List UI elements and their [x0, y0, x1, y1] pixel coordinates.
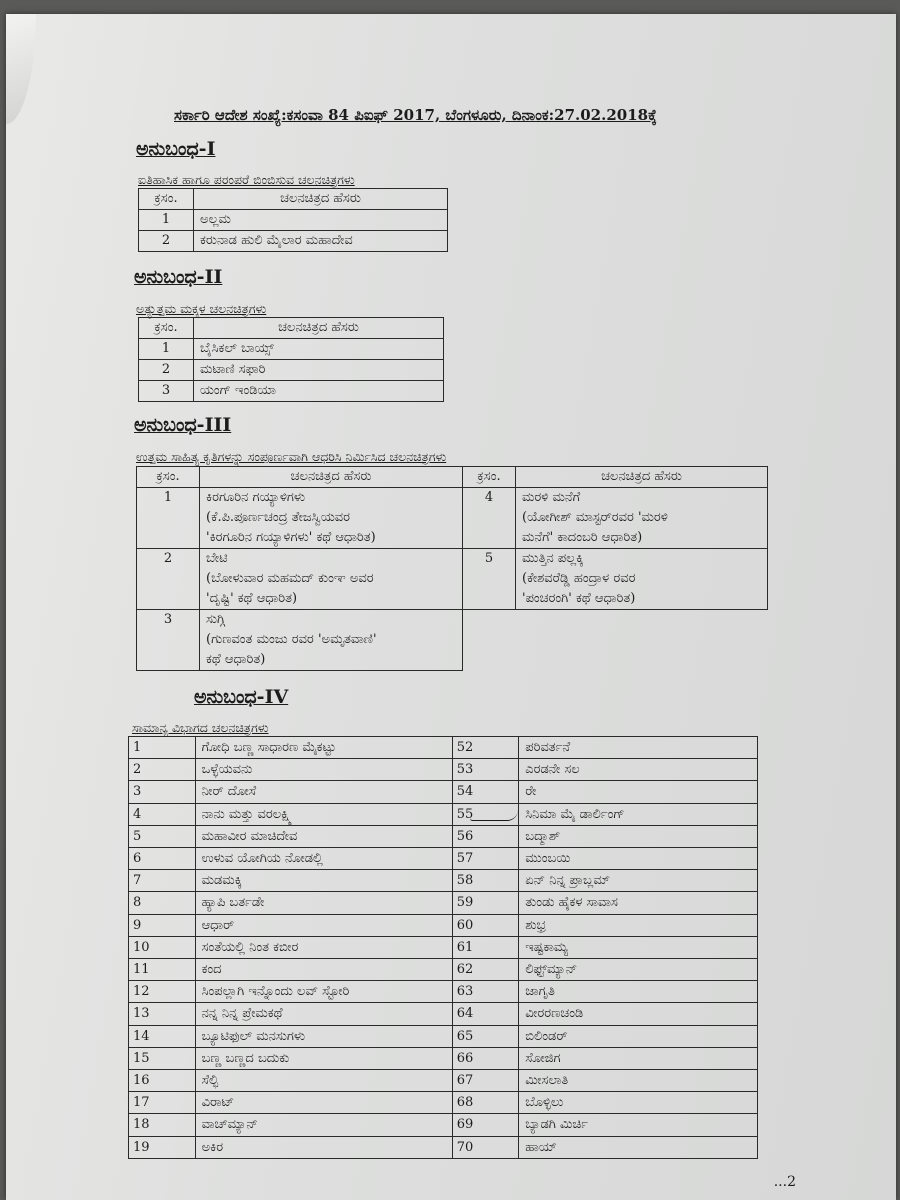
film-name: ಮೀಸಲಾತಿ [519, 1070, 758, 1092]
table-row [139, 339, 444, 360]
annex3-table [136, 466, 768, 671]
row-number: 11 [129, 959, 196, 981]
annex4-table [128, 736, 758, 1159]
col-name-header-2: ಚಲನಚಿತ್ರದ ಹೆಸರು [516, 467, 768, 488]
table-row [129, 914, 758, 936]
row-number: 4 [129, 803, 196, 825]
table-row [129, 759, 758, 781]
film-name: ಏನ್ ನಿನ್ನ ಪ್ರಾಬ್ಲಮ್ [519, 870, 758, 892]
table-row [139, 231, 448, 252]
row-number: 67 [452, 1070, 519, 1092]
film-name: ಬದ್ಮಾಶ್ [519, 825, 758, 847]
film-source: (ಯೋಗೀಶ್ ಮಾಸ್ಟರ್‌ರವರ 'ಮರಳಿ [522, 510, 668, 525]
film-name: ನನ್ನ ನಿನ್ನ ಪ್ರೇಮಕಥೆ [195, 1003, 452, 1025]
row-number: 58 [452, 870, 519, 892]
table-row [129, 1047, 758, 1069]
film-source: ಕಥೆ ಆಧಾರಿತ) [206, 652, 266, 667]
film-entry [516, 549, 768, 610]
table-header-row [139, 189, 448, 210]
table-row [129, 848, 758, 870]
row-number: 53 [452, 759, 519, 781]
table-row [139, 360, 444, 381]
row-number: 16 [129, 1070, 196, 1092]
film-name: ಕಿರಗೂರಿನ ಗಯ್ಯಾಳಿಗಳು [206, 490, 306, 505]
row-number: 63 [452, 981, 519, 1003]
row-number: 57 [452, 848, 519, 870]
film-source: 'ದೃಷ್ಟಿ' ಕಥೆ ಆಧಾರಿತ) [206, 591, 298, 606]
table-row [137, 610, 768, 671]
row-number: 7 [129, 870, 196, 892]
film-name: ತುಂಡು ಹೈಕಳ ಸಾವಾಸ [519, 892, 758, 914]
film-name: ಸಿಂಪಲ್ಲಾಗಿ ಇನ್ನೊಂದು ಲವ್ ಸ್ಟೋರಿ [195, 981, 452, 1003]
empty-cell [516, 610, 768, 671]
row-number: 65 [452, 1025, 519, 1047]
film-entry [200, 610, 463, 671]
row-number: 62 [452, 959, 519, 981]
col-no-header-2: ಕ್ರಸಂ. [463, 467, 516, 488]
film-name: ಬಿಲಿಂಡರ್ [519, 1025, 758, 1047]
film-name: ಮಹಾವೀರ ಮಾಚಿದೇವ [195, 825, 452, 847]
page-number: ...2 [773, 1174, 796, 1190]
film-name: ವಾಚ್‌ಮ್ಯಾನ್ [195, 1114, 452, 1136]
film-name: ಕರುನಾಡ ಹುಲಿ ಮೈಲಾರ ಮಹಾದೇವ [194, 231, 448, 252]
film-source: (ಕೇಶವರೆಡ್ಡಿ ಹಂದ್ರಾಳ ರವರ [522, 571, 636, 586]
film-name: ಸೋಜಿಗ [519, 1047, 758, 1069]
col-name-header: ಚಲನಚಿತ್ರದ ಹೆಸರು [194, 189, 448, 210]
row-number: 66 [452, 1047, 519, 1069]
row-number: 64 [452, 1003, 519, 1025]
row-number: 54 [452, 781, 519, 803]
row-number: 1 [139, 339, 194, 360]
row-number: 2 [139, 231, 194, 252]
table-row [129, 981, 758, 1003]
film-name: ಗೋಧಿ ಬಣ್ಣ ಸಾಧಾರಣ ಮೈಕಟ್ಟು [195, 737, 452, 759]
film-name: ರೇ [519, 781, 758, 803]
film-name: ಅಕಿರ [195, 1136, 452, 1158]
table-row [129, 936, 758, 958]
row-number: 1 [137, 488, 200, 549]
film-name: ಬಣ್ಣ ಬಣ್ಣದ ಬದುಕು [195, 1047, 452, 1069]
page-fold [6, 14, 36, 124]
film-name: ಮಟಾಣಿ ಸಫಾರಿ [194, 360, 444, 381]
annex1-title: ಅನುಬಂಧ-I [136, 138, 216, 160]
annex3-title: ಅನುಬಂಧ-III [134, 414, 232, 436]
table-header-row [137, 467, 768, 488]
row-number: 8 [129, 892, 196, 914]
film-source: (ಕೆ.ಪಿ.ಪೂರ್ಣಚಂದ್ರ ತೇಜಸ್ವಿಯವರ [206, 510, 350, 525]
table-row [139, 381, 444, 402]
table-row [129, 892, 758, 914]
row-number: 13 [129, 1003, 196, 1025]
table-header-row [139, 318, 444, 339]
row-number: 2 [139, 360, 194, 381]
film-source: 'ಕಿರಗೂರಿನ ಗಯ್ಯಾಳಿಗಳು' ಕಥೆ ಆಧಾರಿತ) [206, 530, 376, 545]
table-row [129, 1025, 758, 1047]
row-number: 17 [129, 1092, 196, 1114]
film-name: ಬೈಸಿಕಲ್ ಬಾಯ್ಸ್ [194, 339, 444, 360]
film-name: ಪರಿವರ್ತನೆ [519, 737, 758, 759]
film-name: ವಿರಾಟ್ [195, 1092, 452, 1114]
table-row [137, 549, 768, 610]
film-name: ಹ್ಯಾಪಿ ಬರ್ತಡೇ [195, 892, 452, 914]
row-number: 14 [129, 1025, 196, 1047]
film-source: ಮನೆಗೆ' ಕಾದಂಬರಿ ಆಧಾರಿತ) [522, 530, 643, 545]
row-number: 3 [129, 781, 196, 803]
col-name-header: ಚಲನಚಿತ್ರದ ಹೆಸರು [194, 318, 444, 339]
row-number: 10 [129, 936, 196, 958]
film-name: ಉಳುವ ಯೋಗಿಯ ನೋಡಲ್ಲಿ [195, 848, 452, 870]
row-number: 70 [452, 1136, 519, 1158]
film-name: ಸೆಲ್ಫಿ [195, 1070, 452, 1092]
row-number: 18 [129, 1114, 196, 1136]
row-number: 55 [452, 803, 519, 825]
film-name: ಹಾಯ್ [519, 1136, 758, 1158]
table-row [129, 1114, 758, 1136]
table-row [129, 1136, 758, 1158]
annex2-subtitle: ಅತ್ಯುತ್ತಮ ಮಕ್ಕಳ ಚಲನಚಿತ್ರಗಳು [136, 301, 267, 316]
film-name: ಅಲ್ಲಮ [194, 210, 448, 231]
film-entry [516, 488, 768, 549]
row-number: 19 [129, 1136, 196, 1158]
film-source: 'ಪಂಚರಂಗಿ' ಕಥೆ ಆಧಾರಿತ) [522, 591, 636, 606]
film-entry [200, 549, 463, 610]
film-name: ಮುತ್ತಿನ ಪಲ್ಲಕ್ಕಿ [522, 551, 584, 566]
table-row [129, 870, 758, 892]
film-name: ಸಂತೆಯಲ್ಲಿ ನಿಂತ ಕಬೀರ [195, 936, 452, 958]
annex4-subtitle: ಸಾಮಾನ್ಯ ವಿಭಾಗದ ಚಲನಚಿತ್ರಗಳು [132, 720, 269, 735]
row-number: 69 [452, 1114, 519, 1136]
row-number: 1 [129, 737, 196, 759]
order-header: ಸರ್ಕಾರಿ ಆದೇಶ ಸಂಖ್ಯೆ:ಕಸಂವಾ 84 ಪಿಐಫ್ 2017, ಬೆಂಗಳೂರು, ದಿನಾಂಕ:27.02.2018ಕ್ಕೆ [174, 106, 657, 124]
film-name: ವೀರರಣಚಂಡಿ [519, 1003, 758, 1025]
table-row [129, 825, 758, 847]
film-name: ಎರಡನೇ ಸಲ [519, 759, 758, 781]
document-page [6, 14, 896, 1200]
row-number: 4 [463, 488, 516, 549]
row-number: 1 [139, 210, 194, 231]
film-name: ಸಿನಿಮಾ ಮೈ ಡಾರ್ಲಿಂಗ್ [519, 803, 758, 825]
table-row [139, 210, 448, 231]
row-number: 12 [129, 981, 196, 1003]
film-name: ಜಾಗೃತಿ [519, 981, 758, 1003]
film-name: ಆಧಾರ್ [195, 914, 452, 936]
col-name-header: ಚಲನಚಿತ್ರದ ಹೆಸರು [200, 467, 463, 488]
col-no-header: ಕ್ರಸಂ. [139, 318, 194, 339]
row-number: 6 [129, 848, 196, 870]
table-row [129, 803, 758, 825]
film-name: ನಾನು ಮತ್ತು ವರಲಕ್ಷ್ಮಿ [195, 803, 452, 825]
film-name: ಬೇಟಿ [206, 551, 228, 566]
film-name: ಮರಳಿ ಮನೆಗೆ [522, 490, 581, 505]
film-name: ಸುಗ್ಗಿ [206, 612, 225, 627]
film-name: ಬ್ಯಾಡಗಿ ಮಿರ್ಚಿ [519, 1114, 758, 1136]
annex2-table [138, 317, 444, 402]
row-number: 9 [129, 914, 196, 936]
film-name: ಲಿಫ್ಟ್‌ಮ್ಯಾನ್ [519, 959, 758, 981]
film-source: (ಗುಣವಂತ ಮಂಜು ರವರ 'ಅಮೃತವಾಣಿ' [206, 632, 377, 647]
row-number: 2 [129, 759, 196, 781]
film-name: ಕಂದ [195, 959, 452, 981]
film-name: ಇಷ್ಟಕಾಮ್ಯ [519, 936, 758, 958]
film-name: ಶುಭ್ರ [519, 914, 758, 936]
pen-mark [470, 810, 518, 821]
table-row [129, 737, 758, 759]
row-number: 59 [452, 892, 519, 914]
table-row [129, 1092, 758, 1114]
film-name: ಬ್ಯೂಟಿಫುಲ್ ಮನಸುಗಳು [195, 1025, 452, 1047]
row-number: 3 [137, 610, 200, 671]
film-name: ಒಳ್ಳೆಯವನು [195, 759, 452, 781]
film-name: ಮುಂಬಯಿ [519, 848, 758, 870]
table-row [137, 488, 768, 549]
table-row [129, 781, 758, 803]
annex4-title: ಅನುಬಂಧ-IV [194, 686, 289, 708]
row-number: 5 [463, 549, 516, 610]
annex2-title: ಅನುಬಂಧ-II [134, 266, 223, 288]
film-entry [200, 488, 463, 549]
film-name: ಬೊಳ್ಳಿಲು [519, 1092, 758, 1114]
row-number: 5 [129, 825, 196, 847]
row-number: 68 [452, 1092, 519, 1114]
annex1-table [138, 188, 448, 252]
film-name: ಮಡಮಕ್ಕಿ [195, 870, 452, 892]
row-number: 52 [452, 737, 519, 759]
col-no-header: ಕ್ರಸಂ. [139, 189, 194, 210]
film-name: ಯಂಗ್ ಇಂಡಿಯಾ [194, 381, 444, 402]
row-number: 61 [452, 936, 519, 958]
empty-cell [463, 610, 516, 671]
row-number: 15 [129, 1047, 196, 1069]
table-row [129, 1003, 758, 1025]
table-row [129, 959, 758, 981]
annex1-subtitle: ಐತಿಹಾಸಿಕ ಹಾಗೂ ಪರಂಪರೆ ಬಿಂಬಿಸುವ ಚಲನಚಿತ್ರಗಳು [138, 172, 355, 187]
film-name: ನೀರ್ ದೋಸೆ [195, 781, 452, 803]
row-number: 56 [452, 825, 519, 847]
col-no-header: ಕ್ರಸಂ. [137, 467, 200, 488]
row-number: 60 [452, 914, 519, 936]
row-number: 3 [139, 381, 194, 402]
table-row [129, 1070, 758, 1092]
row-number: 2 [137, 549, 200, 610]
film-source: (ಬೋಳುವಾರ ಮಹಮದ್ ಕುಂಞ ಅವರ [206, 571, 374, 586]
annex3-subtitle: ಉತ್ತಮ ಸಾಹಿತ್ಯ ಕೃತಿಗಳನ್ನು ಸಂಪೂರ್ಣವಾಗಿ ಆಧರಿಸಿ ನಿರ್ಮಿಸಿದ ಚಲನಚಿತ್ರಗಳು [136, 449, 447, 464]
